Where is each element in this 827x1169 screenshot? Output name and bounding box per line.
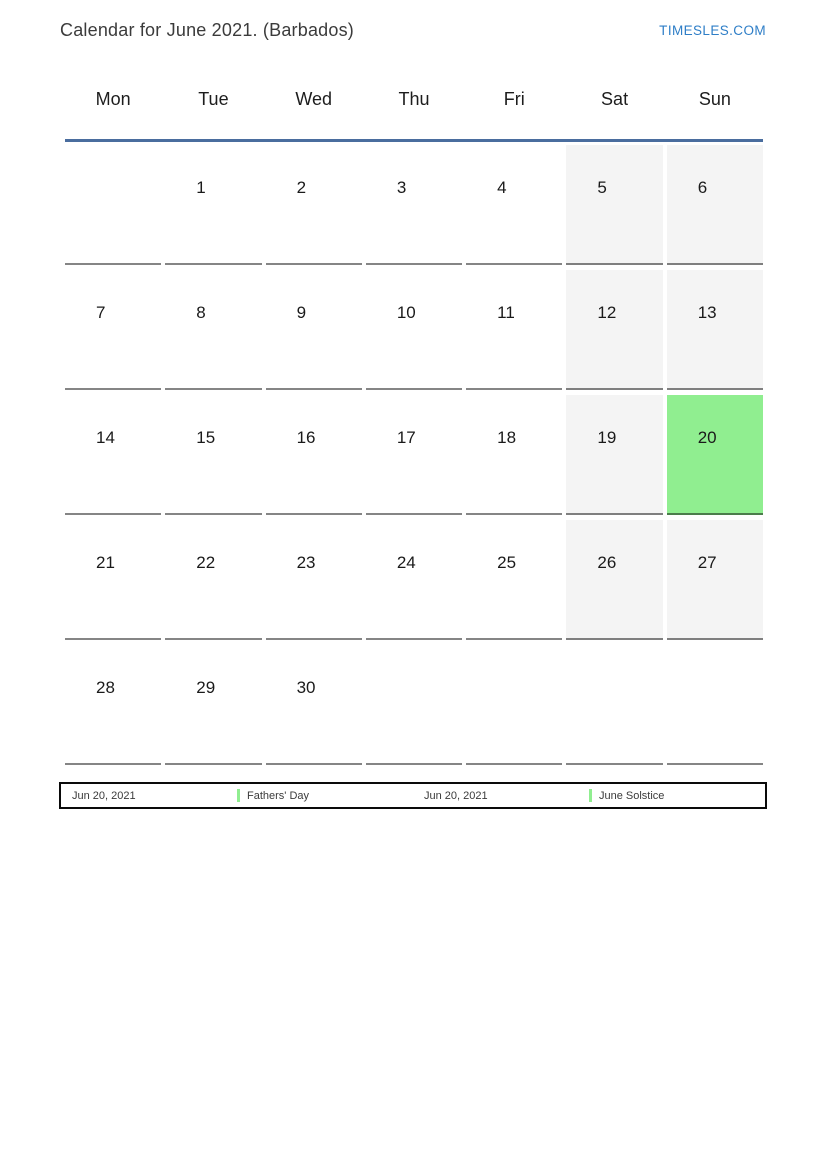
event-marker-icon [237,789,240,802]
day-header-wed: Wed [295,89,333,109]
calendar-day-20: 20 [667,395,763,515]
page-title: Calendar for June 2021. (Barbados) [60,20,354,40]
calendar-day-1: 1 [165,145,261,265]
calendar-day-2: 2 [266,145,362,265]
calendar-day-26: 26 [566,520,662,640]
calendar-day-22: 22 [165,520,261,640]
calendar-day-7: 7 [65,270,161,390]
calendar-day-19: 19 [566,395,662,515]
calendar-day-14: 14 [65,395,161,515]
calendar-day-16: 16 [266,395,362,515]
calendar-day-17: 17 [366,395,462,515]
calendar-day-30: 30 [266,645,362,765]
day-header-sat: Sat [601,89,629,109]
page-header [0,0,827,41]
legend-event-date: Jun 20, 2021 [72,789,136,802]
calendar-empty-cell [466,645,562,765]
calendar-day-18: 18 [466,395,562,515]
event-marker-icon [589,789,592,802]
calendar-day-3: 3 [366,145,462,265]
calendar-day-23: 23 [266,520,362,640]
legend-event [589,789,765,802]
calendar-day-15: 15 [165,395,261,515]
calendar-day-24: 24 [366,520,462,640]
calendar-day-4: 4 [466,145,562,265]
calendar-day-27: 27 [667,520,763,640]
day-header-mon: Mon [95,89,131,109]
legend-event-name: June Solstice [599,789,665,802]
day-header-tue: Tue [198,89,229,109]
calendar-day-13: 13 [667,270,763,390]
legend-event [237,789,413,802]
calendar-day-29: 29 [165,645,261,765]
events-legend [59,782,767,809]
calendar-day-12: 12 [566,270,662,390]
calendar-day-11: 11 [466,270,562,390]
calendar-grid [65,145,763,765]
legend-event-name: Fathers' Day [247,789,310,802]
calendar-day-28: 28 [65,645,161,765]
calendar-day-9: 9 [266,270,362,390]
day-headers-row [65,89,763,142]
legend-event-date: Jun 20, 2021 [424,789,488,802]
calendar-day-6: 6 [667,145,763,265]
day-header-fri: Fri [503,89,525,109]
calendar-day-5: 5 [566,145,662,265]
calendar-empty-cell [667,645,763,765]
day-header-thu: Thu [398,89,430,109]
calendar-empty-cell [65,145,161,265]
day-header-sun: Sun [698,89,731,109]
calendar-day-25: 25 [466,520,562,640]
brand-link[interactable]: TIMESLES.COM [659,23,766,38]
calendar-day-8: 8 [165,270,261,390]
calendar-empty-cell [566,645,662,765]
calendar-day-21: 21 [65,520,161,640]
calendar-day-10: 10 [366,270,462,390]
calendar-empty-cell [366,645,462,765]
month-calendar [65,89,763,765]
